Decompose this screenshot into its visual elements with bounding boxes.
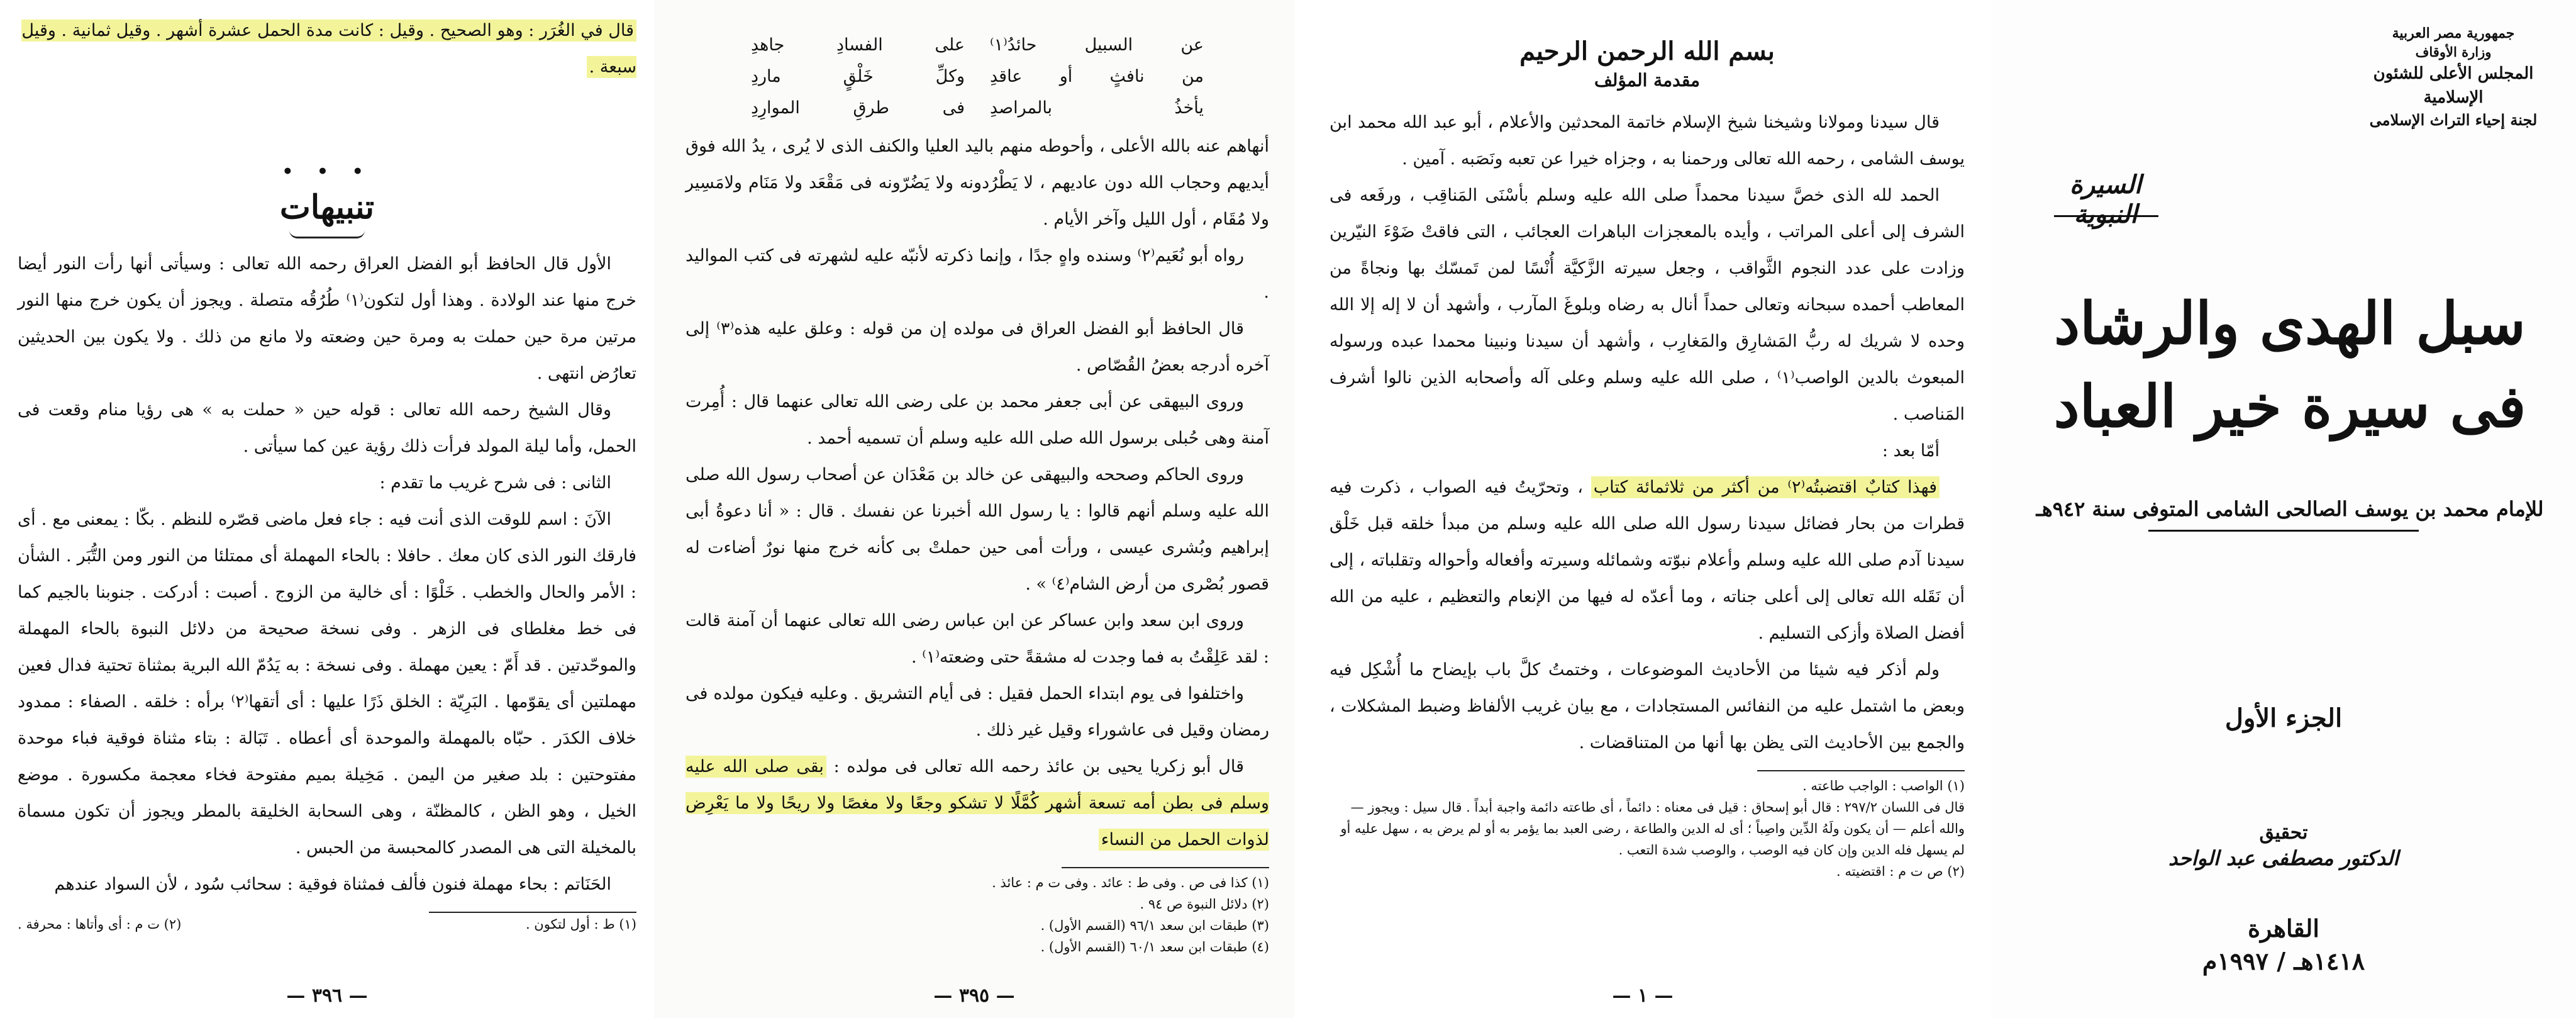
footnotes	[1330, 775, 1965, 882]
publisher-line: وزارة الأوقاف	[2415, 44, 2492, 60]
editor-block	[1991, 820, 2576, 871]
highlight: بقى صلى الله عليه وسلم فى بطن أمه تسعة أشهر كُمَّلًا لا تشكو وجعًا ولا مغصًا ولا ريحًا ولا ما يَعْرِض لذوات الحمل من النساء	[686, 757, 1269, 849]
heading-ornament	[289, 230, 365, 238]
page-1	[1294, 0, 1991, 1018]
page-number: — ٣٩٥ —	[933, 985, 1015, 1007]
footnote-rule	[429, 912, 636, 913]
highlight: فهذا كتابٌ اقتضبتُه⁽٢⁾ من أكثر من ثلاثمائة كتاب	[1591, 476, 1940, 498]
footnote: (٤) طبقات ابن سعد ٦٠/١ (القسم الأول) .	[1040, 939, 1269, 954]
page-body	[1330, 104, 1965, 761]
city: القاهرة	[2248, 914, 2319, 942]
footnotes	[18, 917, 636, 932]
publisher-block	[2362, 24, 2545, 131]
series-label: السيرة النبوية	[2069, 170, 2142, 229]
title-line: فى سيرة خير العباد	[2053, 372, 2526, 440]
paragraph: وروى ابن سعد وابن عساكر عن ابن عباس رضى الله تعالى عنهما أن آمنة قالت : لقد عَلِقْتُ به فما وجدت له مشقةً حتى وضعته⁽١⁾ .	[686, 611, 1269, 667]
paragraph: وروى البيهقى عن أبى جعفر محمد بن على رضى الله تعالى عنهما قال : أُمِرت آمنة وهى حُبلى برسول الله صلى الله عليه وسلم أن تسميه أحمد .	[686, 392, 1269, 448]
page-396	[0, 0, 654, 1018]
page-body	[686, 128, 1269, 858]
author: للإمام محمد بن يوسف الصالحى الشامى المتوفى سنة ٩٤٢هـ	[2036, 497, 2544, 521]
verse: فى طرقِ الموارِدِ	[751, 98, 965, 118]
poem-verses	[751, 30, 1204, 123]
editor-label: تحقيق	[2259, 822, 2308, 844]
publisher-line: جمهورية مصر العربية	[2392, 25, 2515, 42]
paragraph: أنهاهم عنه بالله الأعلى ، وأحوطه منهم باليد العليا والكنف الذى لا يُرى ، يدُ الله فوق أيديهم وحجاب الله دون عاديهم ، لا يَطْرُدونه ولا يَضُرّونه فى مَقْعَد ولا مَنَام ولامَسِير ولا مُقَام ، أول الليل وآخر الأيام .	[686, 137, 1269, 229]
paragraph: قال سيدنا ومولانا وشيخنا شيخ الإسلام خاتمة المحدثين والأعلام ، أبو عبد الله محمد ابن يوسف الشامى ، رحمه الله تعالى ورحمنا به ، وجزاه خيرا عن تعبه ونَصَبه . آمين .	[1330, 113, 1965, 169]
verse: على الفسادِ جاهدِ	[751, 35, 965, 55]
paragraph: وروى الحاكم وصححه والبيهقى عن خالد بن مَعْدَان عن أصحاب رسول الله صلى الله عليه وسلم أنهم قالوا : يا رسول الله أخبرنا عن نفسك . قال : « أنا دعوةُ أبى إبراهيم وبُشرى عيسى ، ورأت أمى حين حملتْ بى كأنه خرج منها نورٌ أضاءت له قصور بُصْرى من أرض الشام⁽٤⁾ » .	[686, 465, 1269, 594]
page-395	[654, 0, 1294, 1018]
paragraph: واختلفوا فى يوم ابتداء الحمل فقيل : فى أيام التشريق . وعليه فيكون مولده فى رمضان وقيل فى عاشوراء وقيل غير ذلك .	[686, 684, 1269, 740]
title-line: سبل الهدى والرشاد	[2054, 289, 2526, 357]
footnote: (١) ط : أول لتكون .	[525, 917, 636, 932]
footnote-rule	[1062, 867, 1269, 868]
paragraph	[686, 749, 1269, 858]
verse: وكلِّ خَلْقٍ ماردِ	[751, 67, 965, 86]
paragraph	[1330, 469, 1965, 652]
footnote: (٢) ص ت م : اقتضيته .	[1836, 864, 1965, 879]
publication-year: ١٤١٨هـ / ١٩٩٧م	[2202, 947, 2365, 975]
page-number: — ٣٩٦ —	[286, 985, 368, 1007]
verse: عن السبيل حائدُ⁽١⁾	[990, 35, 1204, 55]
paragraph: الآنَ : اسم للوقت الذى أنت فيه : جاء فعل ماضى قصّره للنظم . بكّا : يمعنى مع . أى فارقك النور الذى كان معك . حافلا : بالحاء المهملة أى ممتلئا من النور ومن التُّبَر . الشأن : الأمر والحال والخطب . خَلْوًا : أى خالية من الزوج . أصبت : أدركت . جنوبنا بالجيم كما فى خط مغلطاى فى الزهر . وفى نسخة صحيحة من دلائل النبوة بالحاء المهملة والموحّدتين . قد أَمّ : يعين مهملة . وفى نسخة : به يَدُمّ الله البرية بمثناة تحتية فدال فعين مهملتين أى يقوّمها . البَرِيّة : الخلق ذَرًا عليها : أى أتقها⁽٢⁾ برأه : خلقه . الصفاء : ممدود خلاف الكدَر . حبّاه بالمهملة والموحدة أى أعطاه . تَبَالة : بتاء مثناة فوقية فباء موحدة مفتوحتين : بلد صغير من اليمن . مَخِيلة بميم مفتوحة فخاء معجمة مكسورة . موضع الخيل ، وهو الظن ، كالمظنّة ، وهى السحابة الخليقة بالمطر ويجوز أن تكون مسماة بالمخيلة التى هى المصدر كالمحبسة من الحبس .	[18, 510, 636, 858]
editor-name: الدكتور مصطفى عبد الواحد	[2168, 846, 2399, 870]
book-title	[2029, 282, 2551, 448]
footnote: قال فى اللسان ٢٩٧/٢ : قال أبو إسحاق : قيل فى معناه : دائماً ، أى طاعته دائمة واجبة أبداً . قال سيل : ويجوز — والله أعلم — أن يكون ولَهُ الدِّين واصِباً ؛ أى له الدين والطاعة ، رضى العبد بما يؤمر به أو لم يرض به ، سهل عليه أو لم يسهل فله الدين وإن كان فيه الوصب ، والوصب شدة التعب .	[1340, 800, 1965, 858]
paragraph: الحَنَاتم : بحاء مهملة فنون فألف فمثناة فوقية : سحائب سُود ، لأن السواد عندهم	[54, 875, 611, 894]
section-heading: تنبيهات	[279, 188, 375, 227]
title-page	[1991, 0, 2576, 1018]
paragraph: أمّا بعد :	[1882, 441, 1940, 461]
volume-label: الجزء الأول	[2224, 703, 2343, 733]
imprint	[1991, 912, 2576, 978]
paragraph: قال الحافظ أبو الفضل العراق فى مولده إن من قوله : وعلق عليه هذه⁽٣⁾ إلى آخره أدرجه بعضُ القُصّاص .	[686, 319, 1269, 375]
footnote-rule	[1757, 770, 1965, 771]
publisher-line: لجنة إحياء التراث الإسلامى	[2369, 111, 2538, 129]
paragraph: ولم أذكر فيه شيئا من الأحاديث الموضوعات ، وختمتُ كلَّ باب بإيضاح ما أُشْكِل فيه وبعض ما اشتمل عليه من النفائس المستجادات ، مع بيان غريب الألفاظ وضبط المشكلات ، والجمع بين الأحاديث التى يظن بها أنها من المتناقضات .	[1330, 660, 1965, 752]
divider	[2054, 215, 2158, 217]
paragraph: الثانى : فى شرح غريب ما تقدم :	[379, 473, 611, 493]
lead-text: قال أبو زكريا يحيى بن عائذ رحمه الله تعالى فى مولده :	[826, 757, 1244, 776]
paragraph-continuation: ، وتحرّيتُ فيه الصواب ، ذكرت فيه قطرات من بحار فضائل سيدنا رسول الله صلى الله عليه وسلم من مبدأ خلقه قبل خَلْق سيدنا آدم صلى الله عليه وسلم وأعلام نبوّته وشمائله وسيرته وأفعاله وأحواله وتقلباته ، إلى أن نَقَله الله تعالى إلى أعلى جناته ، وما أعدّه له فيها من الإنعام والتعظيم ، عليه من الله أفضل الصلاة وأزكى التسليم .	[1330, 478, 1965, 643]
verse: يأخذُ بالمراصدِ	[990, 98, 1204, 118]
basmala: بسم الله الرحمن الرحيم	[1519, 36, 1775, 66]
footnotes	[686, 872, 1269, 958]
verse: من نافثٍ أو عاقدِ	[990, 67, 1204, 86]
footnote: (١) الواصب : الواجب طاعته .	[1802, 778, 1965, 793]
footnote: (١) كذا فى ص . وفى ط : عائد . وفى ت م : عائذ .	[992, 875, 1269, 890]
paragraph: الأول قال الحافظ أبو الفضل العراق رحمه الله تعالى : وسيأتى أنها رأت النور أيضا خرج منها عند الولادة . وهذا أول لتكون⁽١⁾ طُرُقُه متصلة . ويجوز أن يكون خرج منها النور مرتين مرة حين حملت به ومرة حين وضعته ولا مانع من ذلك . ولا يكون بين الحديثين تعارُض انتهى .	[18, 254, 636, 383]
paragraph: وقال الشيخ رحمه الله تعالى : قوله حين « حملت به » هى رؤيا منام وقعت فى الحمل، وأما ليلة المولد فرأت ذلك رؤية عين كما سيأتى .	[18, 400, 636, 456]
page-number: — ١ —	[1612, 985, 1674, 1007]
page-body	[18, 246, 636, 903]
divider	[2148, 530, 2419, 532]
highlight: قال في الغُرَر : وهو الصحيح . وقيل : كانت مدة الحمل عشرة أشهر . وقيل ثمانية . وقيل سبعة .	[21, 21, 636, 77]
footnote: (٢) ت م : أى وأتاها : محرفة .	[18, 917, 182, 932]
section-separator: • • •	[282, 161, 372, 182]
paragraph: الحمد لله الذى خصَّ سيدنا محمداً صلى الله عليه وسلم بأسْنَى المَناقِب ، ورفَعه فى الشرف إلى أعلى المراتب ، وأيده بالمعجزات الباهرات العجائب ، التى فاقتْ ضَوْءَ النيّرين وزادت على عدد النجوم الثَّواقب ، وجعل سيرته الزَّكيَّة أُنْسًا لمن تَمسّك بها ونجاةً من المعاطب أحمده سبحانه وتعالى حمداً أنال به رضاه وبلوغَ المآرب ، وأشهد أن لا إله إلا الله وحده لا شريك له ربُّ المَشارِق والمَغارِب ، وأشهد أن سيدنا ونبينا محمدا عبده ورسوله المبعوث بالدين الواصب⁽١⁾ ، صلى الله عليه وسلم وعلى آله وأصحابه الذين نالوا أشرف المَناصب .	[1330, 186, 1965, 424]
highlighted-passage	[18, 13, 636, 86]
section-heading: مقدمة المؤلف	[1594, 70, 1701, 91]
publisher-line: المجلس الأعلى للشئون الإسلامية	[2373, 64, 2534, 107]
paragraph: رواه أبو نُعَيم⁽٢⁾ وسنده واهٍ جدًا ، وإنما ذكرته لأنبّه عليه لشهرته فى كتب المواليد .	[686, 246, 1269, 302]
footnote: (٢) دلائل النبوة ص ٩٤ .	[1140, 897, 1269, 912]
footnote: (٣) طبقات ابن سعد ٩٦/١ (القسم الأول) .	[1040, 918, 1269, 933]
